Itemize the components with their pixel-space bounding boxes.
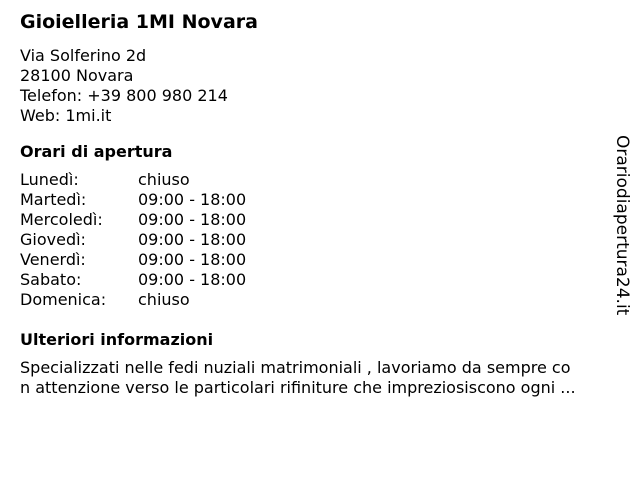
time-value: 09:00 - 18:00 xyxy=(138,210,247,229)
site-watermark: Orariodiapertura24.it xyxy=(612,135,632,316)
day-label: Lunedì: xyxy=(20,170,79,189)
time-value: 09:00 - 18:00 xyxy=(138,270,247,289)
store-name: Gioielleria 1MI Novara xyxy=(20,11,258,33)
more-info-title: Ulteriori informazioni xyxy=(20,330,214,349)
time-value: 09:00 - 18:00 xyxy=(138,250,247,269)
hours-row-sunday xyxy=(20,290,620,310)
description-line: Specializzati nelle fedi nuziali matrimoniali , lavoriamo da sempre co xyxy=(20,358,571,377)
store-description xyxy=(20,358,620,398)
hours-row-friday xyxy=(20,250,620,270)
hours-row-monday xyxy=(20,170,620,190)
hours-row-tuesday xyxy=(20,190,620,210)
day-label: Martedì: xyxy=(20,190,87,209)
hours-row-thursday xyxy=(20,230,620,250)
hours-row-saturday xyxy=(20,270,620,290)
phone-number[interactable]: Telefon: +39 800 980 214 xyxy=(20,86,228,105)
day-label: Venerdì: xyxy=(20,250,86,269)
description-line: n attenzione verso le particolari rifiniture che impreziosiscono ogni ... xyxy=(20,378,576,397)
day-label: Sabato: xyxy=(20,270,82,289)
time-value: 09:00 - 18:00 xyxy=(138,190,247,209)
time-value: 09:00 - 18:00 xyxy=(138,230,247,249)
day-label: Mercoledì: xyxy=(20,210,103,229)
day-label: Giovedì: xyxy=(20,230,86,249)
address-city: 28100 Novara xyxy=(20,66,134,85)
opening-hours-table xyxy=(20,170,620,310)
time-value: chiuso xyxy=(138,170,190,189)
store-address xyxy=(20,46,620,126)
hours-row-wednesday xyxy=(20,210,620,230)
time-value: chiuso xyxy=(138,290,190,309)
store-card xyxy=(20,8,620,398)
address-street: Via Solferino 2d xyxy=(20,46,147,65)
opening-hours-title: Orari di apertura xyxy=(20,142,173,161)
day-label: Domenica: xyxy=(20,290,107,309)
website-link[interactable]: Web: 1mi.it xyxy=(20,106,112,125)
